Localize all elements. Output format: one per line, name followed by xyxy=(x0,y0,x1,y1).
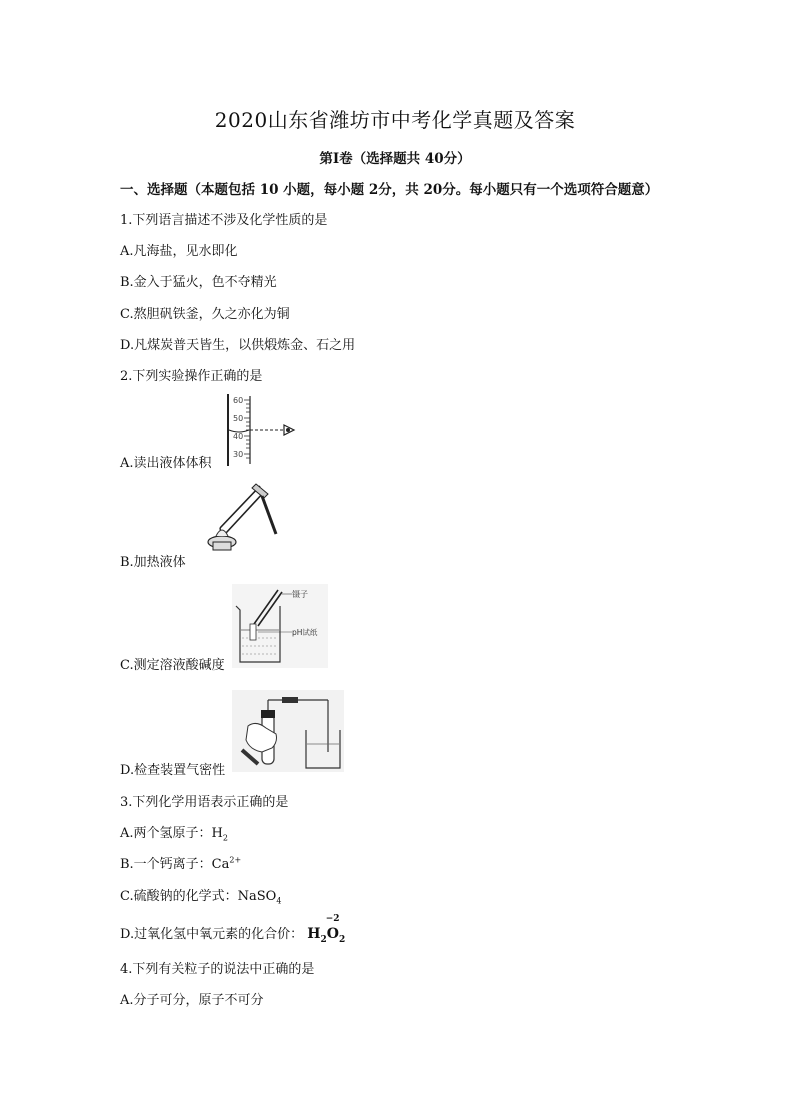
tick-label-50: 50 xyxy=(233,414,244,423)
formula-h-sub: 2 xyxy=(320,934,327,945)
q3-option-b-superscript: 2+ xyxy=(229,855,242,865)
heating-liquid-figure xyxy=(198,478,282,554)
q4-stem: 4.下列有关粒子的说法中正确的是 xyxy=(120,962,315,977)
section-heading: 一、选择题（本题包括 10 小题，每小题 2分，共 20分。每小题只有一个选项符合题意） xyxy=(120,182,659,198)
label-ph-paper: pH试纸 xyxy=(292,628,318,637)
label-tweezers: 镊子 xyxy=(292,590,308,599)
q3-option-c xyxy=(120,885,281,906)
q1-option-d: D.凡煤炭普天皆生，以供煅炼金、石之用 xyxy=(120,338,356,353)
q3-option-a xyxy=(120,822,228,843)
q1-option-b: B.金入于猛火，色不夺精光 xyxy=(120,275,277,290)
q3-option-b xyxy=(120,853,241,872)
part-heading: 第Ⅰ卷（选择题共 40分） xyxy=(319,151,471,167)
q4-option-a: A.分子可分，原子不可分 xyxy=(120,993,264,1008)
tick-label-40: 40 xyxy=(233,432,244,441)
formula-h: H xyxy=(307,926,321,942)
q2-stem: 2.下列实验操作正确的是 xyxy=(120,369,263,384)
q2-option-a: A.读出液体体积 xyxy=(120,456,212,471)
q3-option-d-text: D.过氧化氢中氧元素的化合价： xyxy=(120,927,304,942)
q2-option-c: C.测定溶液酸碱度 xyxy=(120,658,225,673)
formula-o-group xyxy=(325,914,340,942)
q1-option-c: C.熬胆矾铁釜，久之亦化为铜 xyxy=(120,307,290,322)
q3-option-a-subscript: 2 xyxy=(222,833,228,843)
q2-option-d: D.检查装置气密性 xyxy=(120,763,226,778)
q3-option-c-subscript: 4 xyxy=(276,896,282,906)
peroxide-formula xyxy=(307,914,346,945)
graduated-cylinder-figure xyxy=(222,392,302,468)
airtightness-check-figure xyxy=(232,690,344,772)
valence-mark: −2 xyxy=(325,914,340,924)
tick-label-60: 60 xyxy=(233,396,244,405)
page-title: 2020山东省潍坊市中考化学真题及答案 xyxy=(214,108,576,132)
q3-option-c-text: C.硫酸钠的化学式：NaSO xyxy=(120,889,277,904)
formula-o: O xyxy=(326,926,339,942)
tick-label-30: 30 xyxy=(233,450,244,459)
q3-option-d xyxy=(120,914,346,945)
flame-icon xyxy=(216,530,228,536)
q3-option-a-text: A.两个氢原子：H xyxy=(120,826,223,841)
q3-stem: 3.下列化学用语表示正确的是 xyxy=(120,795,289,810)
ph-test-figure xyxy=(232,584,328,668)
q1-stem: 1.下列语言描述不涉及化学性质的是 xyxy=(120,213,328,228)
formula-o-sub: 2 xyxy=(338,934,346,945)
q2-option-b: B.加热液体 xyxy=(120,555,186,570)
q3-option-b-text: B.一个钙离子：Ca xyxy=(120,857,230,872)
q1-option-a: A.凡海盐，见水即化 xyxy=(120,244,238,259)
